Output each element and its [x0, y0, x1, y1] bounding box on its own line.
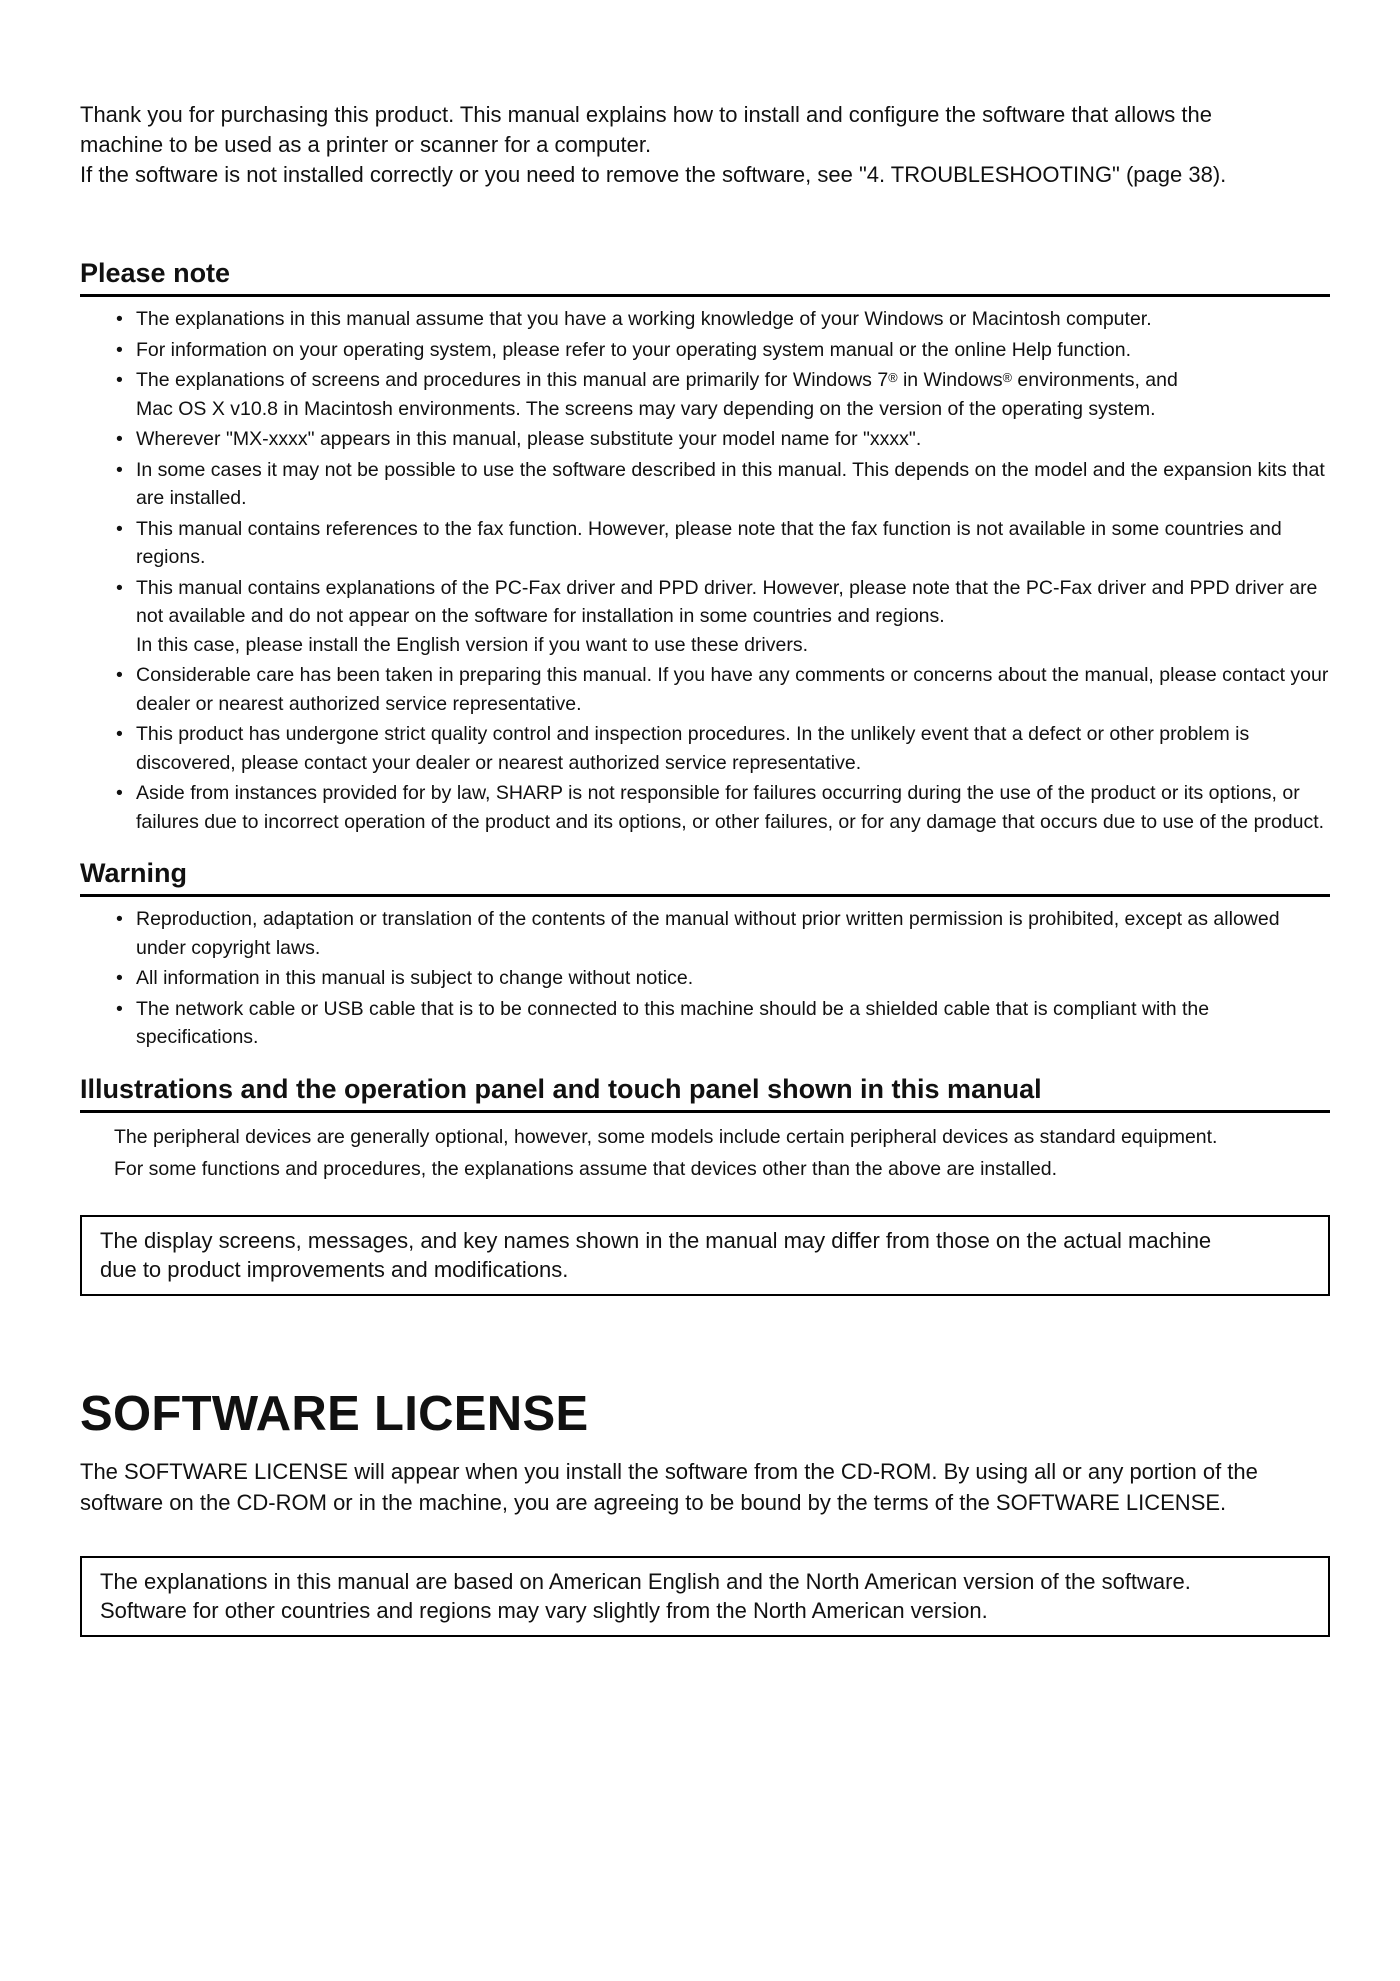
illustrations-text	[114, 1121, 1330, 1185]
warning-heading: Warning	[80, 856, 1330, 897]
notice-line: Software for other countries and regions may vary slightly from the North American version.	[100, 1597, 988, 1623]
list-item: • This manual contains references to the fax function. However, please note that the fax function is not available in some countries and regions.	[136, 515, 1330, 572]
intro-line: Thank you for purchasing this product. This manual explains how to install and configure the software that allows the	[80, 102, 1213, 127]
notice-line: The explanations in this manual are based on American English and the North American version of the software.	[100, 1568, 1191, 1594]
list-item-text: In this case, please install the English version if you want to use these drivers.	[136, 633, 809, 656]
notice-line: due to product improvements and modifications.	[100, 1256, 569, 1282]
intro-line: If the software is not installed correctly or you need to remove the software, see "4. TROUBLESHOOTING" (page 38).	[80, 162, 1227, 187]
please-note-list	[80, 305, 1330, 836]
list-item: • The explanations in this manual assume that you have a working knowledge of your Windows or Macintosh computer.	[136, 305, 1330, 334]
list-item: • In some cases it may not be possible to use the software described in this manual. This depends on the model and the expansion kits that are installed.	[136, 456, 1330, 513]
list-item-text: in Windows	[897, 369, 1003, 391]
license-line: software on the CD-ROM or in the machine, you are agreeing to be bound by the terms of the SOFTWARE LICENSE.	[80, 1489, 1227, 1515]
notice-line: The display screens, messages, and key names shown in the manual may differ from those on the actual machine	[100, 1227, 1212, 1253]
list-item	[136, 366, 1330, 423]
list-item-text: environments, and	[1011, 369, 1178, 391]
list-item-text: This manual contains explanations of the PC-Fax driver and PPD driver. However, please note that the PC-Fax driver and PPD driver are not available and do not appear on the software for installation in some countries and regions.	[136, 576, 1318, 627]
registered-mark: ®	[888, 371, 898, 385]
manual-page	[80, 100, 1330, 1637]
list-item: • Reproduction, adaptation or translation of the contents of the manual without prior written permission is prohibited, except as allowed under copyright laws.	[136, 905, 1330, 962]
list-item-text: Mac OS X v10.8 in Macintosh environments. The screens may vary depending on the version of the operating system.	[136, 397, 1156, 420]
warning-list	[80, 905, 1330, 1052]
list-item: • Considerable care has been taken in preparing this manual. If you have any comments or concerns about the manual, please contact your dealer or nearest authorized service representative.	[136, 661, 1330, 718]
license-line: The SOFTWARE LICENSE will appear when you install the software from the CD-ROM. By using all or any portion of the	[80, 1458, 1258, 1484]
list-item-text: The explanations of screens and procedures in this manual are primarily for Windows 7	[136, 369, 889, 391]
software-license-title: SOFTWARE LICENSE	[80, 1386, 589, 1441]
registered-mark: ®	[1002, 371, 1012, 385]
list-item: • Aside from instances provided for by law, SHARP is not responsible for failures occurring during the use of the product or its options, or failures due to incorrect operation of the product and its options, or other failures, or for any damage that occurs due to use of the product.	[136, 779, 1330, 836]
intro-line: machine to be used as a printer or scanner for a computer.	[80, 132, 652, 157]
please-note-heading: Please note	[80, 256, 1330, 297]
list-item: • For information on your operating system, please refer to your operating system manual or the online Help function.	[136, 336, 1330, 365]
list-item: • All information in this manual is subject to change without notice.	[136, 964, 1330, 993]
display-notice-box	[80, 1215, 1330, 1296]
illustrations-line: For some functions and procedures, the explanations assume that devices other than the above are installed.	[114, 1157, 1058, 1180]
list-item	[136, 574, 1330, 660]
software-license-text	[80, 1456, 1330, 1518]
list-item: • Wherever "MX-xxxx" appears in this manual, please substitute your model name for "xxxx".	[136, 425, 1330, 454]
english-notice-box	[80, 1556, 1330, 1637]
list-item: • The network cable or USB cable that is to be connected to this machine should be a shielded cable that is compliant with the specifications.	[136, 995, 1330, 1052]
intro-paragraph	[80, 100, 1330, 190]
illustrations-heading: Illustrations and the operation panel and touch panel shown in this manual	[80, 1072, 1330, 1113]
illustrations-line: The peripheral devices are generally optional, however, some models include certain peripheral devices as standard equipment.	[114, 1125, 1218, 1148]
list-item: • This product has undergone strict quality control and inspection procedures. In the unlikely event that a defect or other problem is discovered, please contact your dealer or nearest authorized service representative.	[136, 720, 1330, 777]
